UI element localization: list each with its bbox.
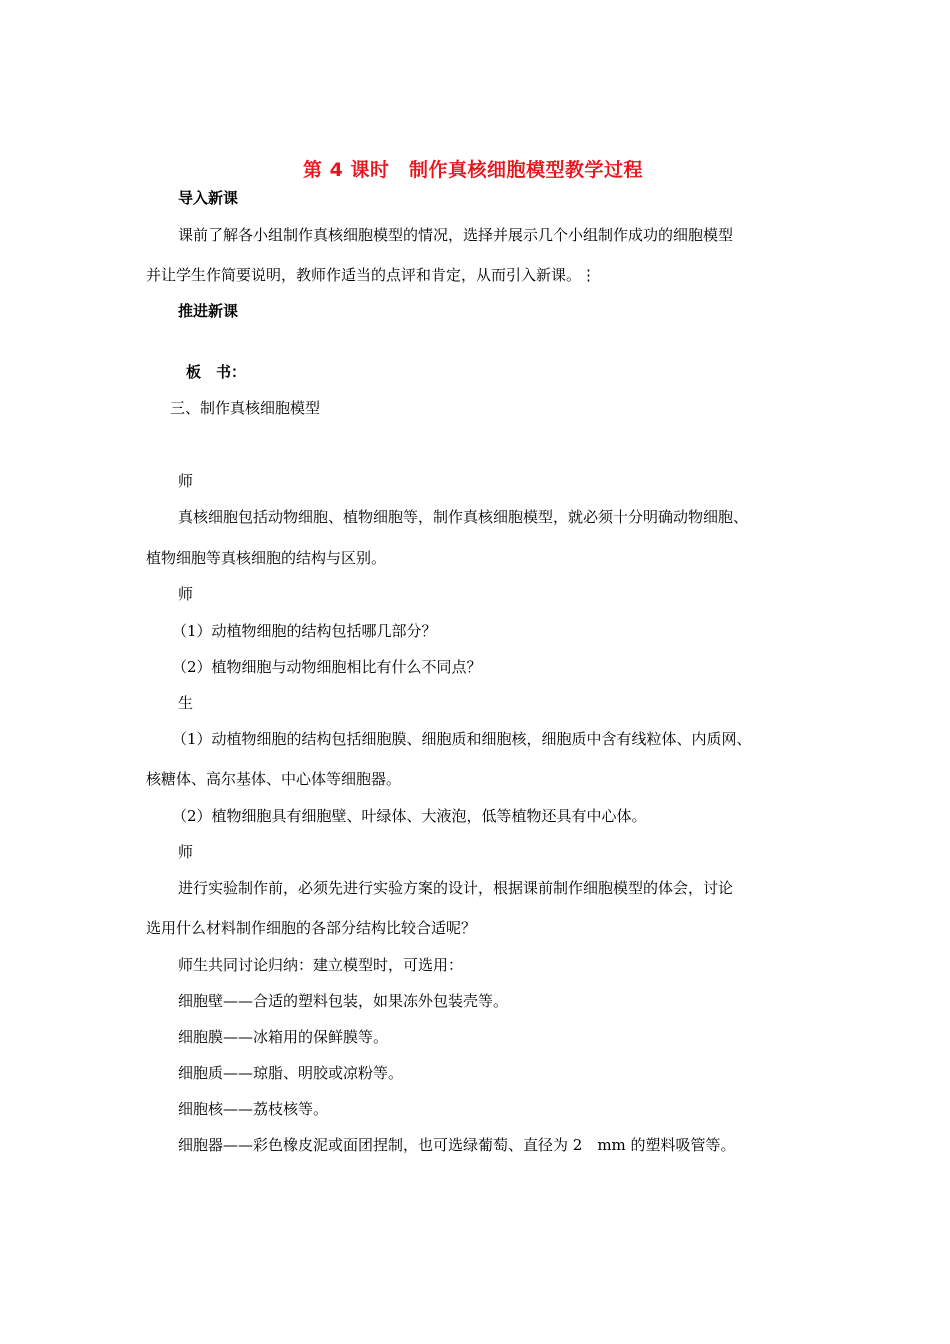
paragraph-line: 选用什么材料制作细胞的各部分结构比较合适呢？ [146, 919, 477, 937]
answer-1-line-1: （1）动植物细胞的结构包括细胞膜、细胞质和细胞核，细胞质中含有线粒体、内质网、 [172, 730, 752, 748]
paragraph-line: 真核细胞包括动物细胞、植物细胞等，制作真核细胞模型，就必须十分明确动物细胞、 [178, 508, 749, 526]
material-cell-membrane: 细胞膜——冰箱用的保鲜膜等。 [178, 1028, 389, 1046]
speaker-teacher: 师 [178, 472, 194, 490]
paragraph-line: 植物细胞等真核细胞的结构与区别。 [146, 549, 387, 567]
material-cytoplasm: 细胞质——琼脂、明胶或凉粉等。 [178, 1064, 404, 1082]
board-item: 三、制作真核细胞模型 [170, 399, 321, 417]
speaker-teacher: 师 [178, 843, 194, 861]
answer-2: （2）植物细胞具有细胞壁、叶绿体、大液泡，低等植物还具有中心体。 [172, 807, 647, 825]
material-cell-wall: 细胞壁——合适的塑料包装，如果冻外包装壳等。 [178, 992, 509, 1010]
question-1: （1）动植物细胞的结构包括哪几部分？ [172, 622, 437, 640]
summary-line: 师生共同讨论归纳：建立模型时，可选用： [178, 956, 464, 974]
question-2: （2）植物细胞与动物细胞相比有什么不同点？ [172, 658, 482, 676]
intro-paragraph-line-1: 课前了解各小组制作真核细胞模型的情况，选择并展示几个小组制作成功的细胞模型 [178, 226, 734, 244]
board-label: 板 书： [186, 363, 247, 381]
speaker-student: 生 [178, 694, 194, 712]
heading-advance: 推进新课 [178, 302, 239, 320]
answer-1-line-2: 核糖体、高尔基体、中心体等细胞器。 [146, 770, 402, 788]
heading-intro: 导入新课 [178, 189, 239, 207]
material-nucleus: 细胞核——荔枝核等。 [178, 1100, 329, 1118]
intro-paragraph-line-2: 并让学生作简要说明，教师作适当的点评和肯定，从而引入新课。⋮ [146, 266, 597, 284]
page-title: 第 4 课时 制作真核细胞模型教学过程 [303, 159, 643, 181]
material-organelles: 细胞器——彩色橡皮泥或面团捏制，也可选绿葡萄、直径为 2 mm 的塑料吸管等。 [178, 1136, 736, 1154]
paragraph-line: 进行实验制作前，必须先进行实验方案的设计，根据课前制作细胞模型的体会，讨论 [178, 879, 734, 897]
speaker-teacher: 师 [178, 585, 194, 603]
